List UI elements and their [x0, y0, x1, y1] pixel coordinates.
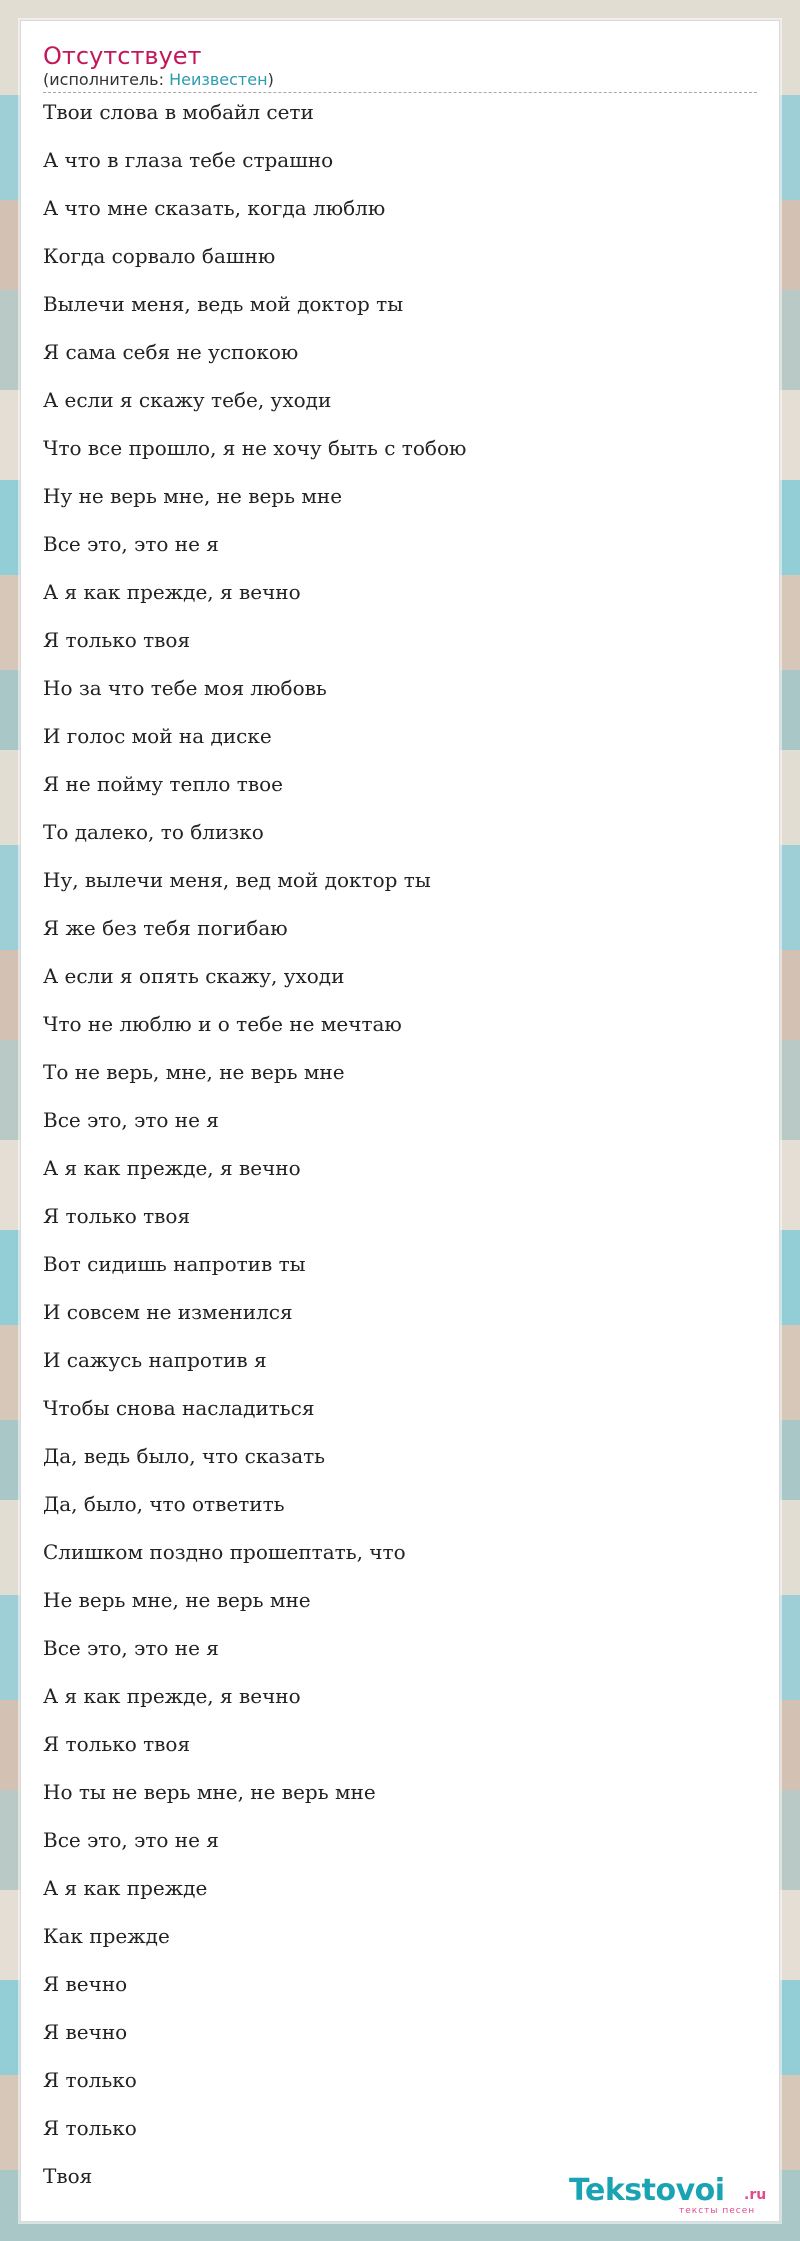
song-title: Отсутствует [43, 42, 202, 70]
lyric-line: А если я скажу тебе, уходи [43, 388, 332, 412]
lyric-line: Да, ведь было, что сказать [43, 1444, 326, 1468]
lyric-line: Что все прошло, я не хочу быть с тобою [43, 436, 467, 460]
lyric-line: А я как прежде, я вечно [43, 1156, 301, 1180]
lyric-line: Что не люблю и о тебе не мечтаю [43, 1012, 402, 1036]
lyric-line: А что в глаза тебе страшно [43, 148, 334, 172]
lyric-line: Я только [43, 2116, 137, 2140]
lyric-line: А что мне сказать, когда люблю [43, 196, 386, 220]
lyric-line: Я же без тебя погибаю [43, 916, 288, 940]
lyric-line: Я не пойму тепло твое [43, 772, 283, 796]
lyric-line: Но за что тебе моя любовь [43, 676, 327, 700]
lyric-line: Твои слова в мобайл сети [43, 100, 314, 124]
lyric-line: Я сама себя не успокою [43, 340, 299, 364]
lyric-line: И совсем не изменился [43, 1300, 293, 1324]
site-logo[interactable] [569, 2174, 769, 2214]
lyric-line: И голос мой на диске [43, 724, 272, 748]
lyric-line: То далеко, то близко [43, 820, 264, 844]
artist-line [43, 70, 757, 93]
lyric-line: Твоя [43, 2164, 93, 2188]
lyrics-body [43, 99, 759, 2211]
lyric-line: Ну, вылечи меня, вед мой доктор ты [43, 868, 431, 892]
lyric-line: Я вечно [43, 2020, 128, 2044]
logo-tld: .ru [744, 2187, 767, 2203]
lyric-line: Ну не верь мне, не верь мне [43, 484, 343, 508]
lyric-line: А я как прежде, я вечно [43, 580, 301, 604]
artist-prefix: (исполнитель: [43, 70, 170, 89]
lyric-line: Вылечи меня, ведь мой доктор ты [43, 292, 404, 316]
lyric-line: Когда сорвало башню [43, 244, 276, 268]
lyric-line: Все это, это не я [43, 1636, 219, 1660]
lyric-line: Но ты не верь мне, не верь мне [43, 1780, 376, 1804]
lyric-line: А если я опять скажу, уходи [43, 964, 345, 988]
lyric-line: Не верь мне, не верь мне [43, 1588, 311, 1612]
lyric-line: Все это, это не я [43, 1828, 219, 1852]
lyric-line: Я только твоя [43, 1204, 191, 1228]
lyrics-card [20, 20, 780, 2222]
lyric-line: Да, было, что ответить [43, 1492, 285, 1516]
logo-wordmark: Tekstovoi [569, 2173, 725, 2208]
lyric-line: Все это, это не я [43, 532, 219, 556]
lyric-line: Я только твоя [43, 1732, 191, 1756]
logo-tagline: тексты песен [679, 2206, 756, 2216]
lyric-line: Слишком поздно прошептать, что [43, 1540, 406, 1564]
lyric-line: Вот сидишь напротив ты [43, 1252, 306, 1276]
artist-link[interactable]: Неизвестен [169, 70, 268, 89]
lyric-line: И сажусь напротив я [43, 1348, 267, 1372]
lyric-line: А я как прежде, я вечно [43, 1684, 301, 1708]
artist-suffix: ) [267, 70, 274, 89]
lyric-line: Все это, это не я [43, 1108, 219, 1132]
lyric-line: А я как прежде [43, 1876, 208, 1900]
lyric-line: То не верь, мне, не верь мне [43, 1060, 345, 1084]
lyric-line: Чтобы снова насладиться [43, 1396, 315, 1420]
lyric-line: Я вечно [43, 1972, 128, 1996]
lyric-line: Я только [43, 2068, 137, 2092]
lyric-line: Как прежде [43, 1924, 170, 1948]
lyric-line: Я только твоя [43, 628, 191, 652]
